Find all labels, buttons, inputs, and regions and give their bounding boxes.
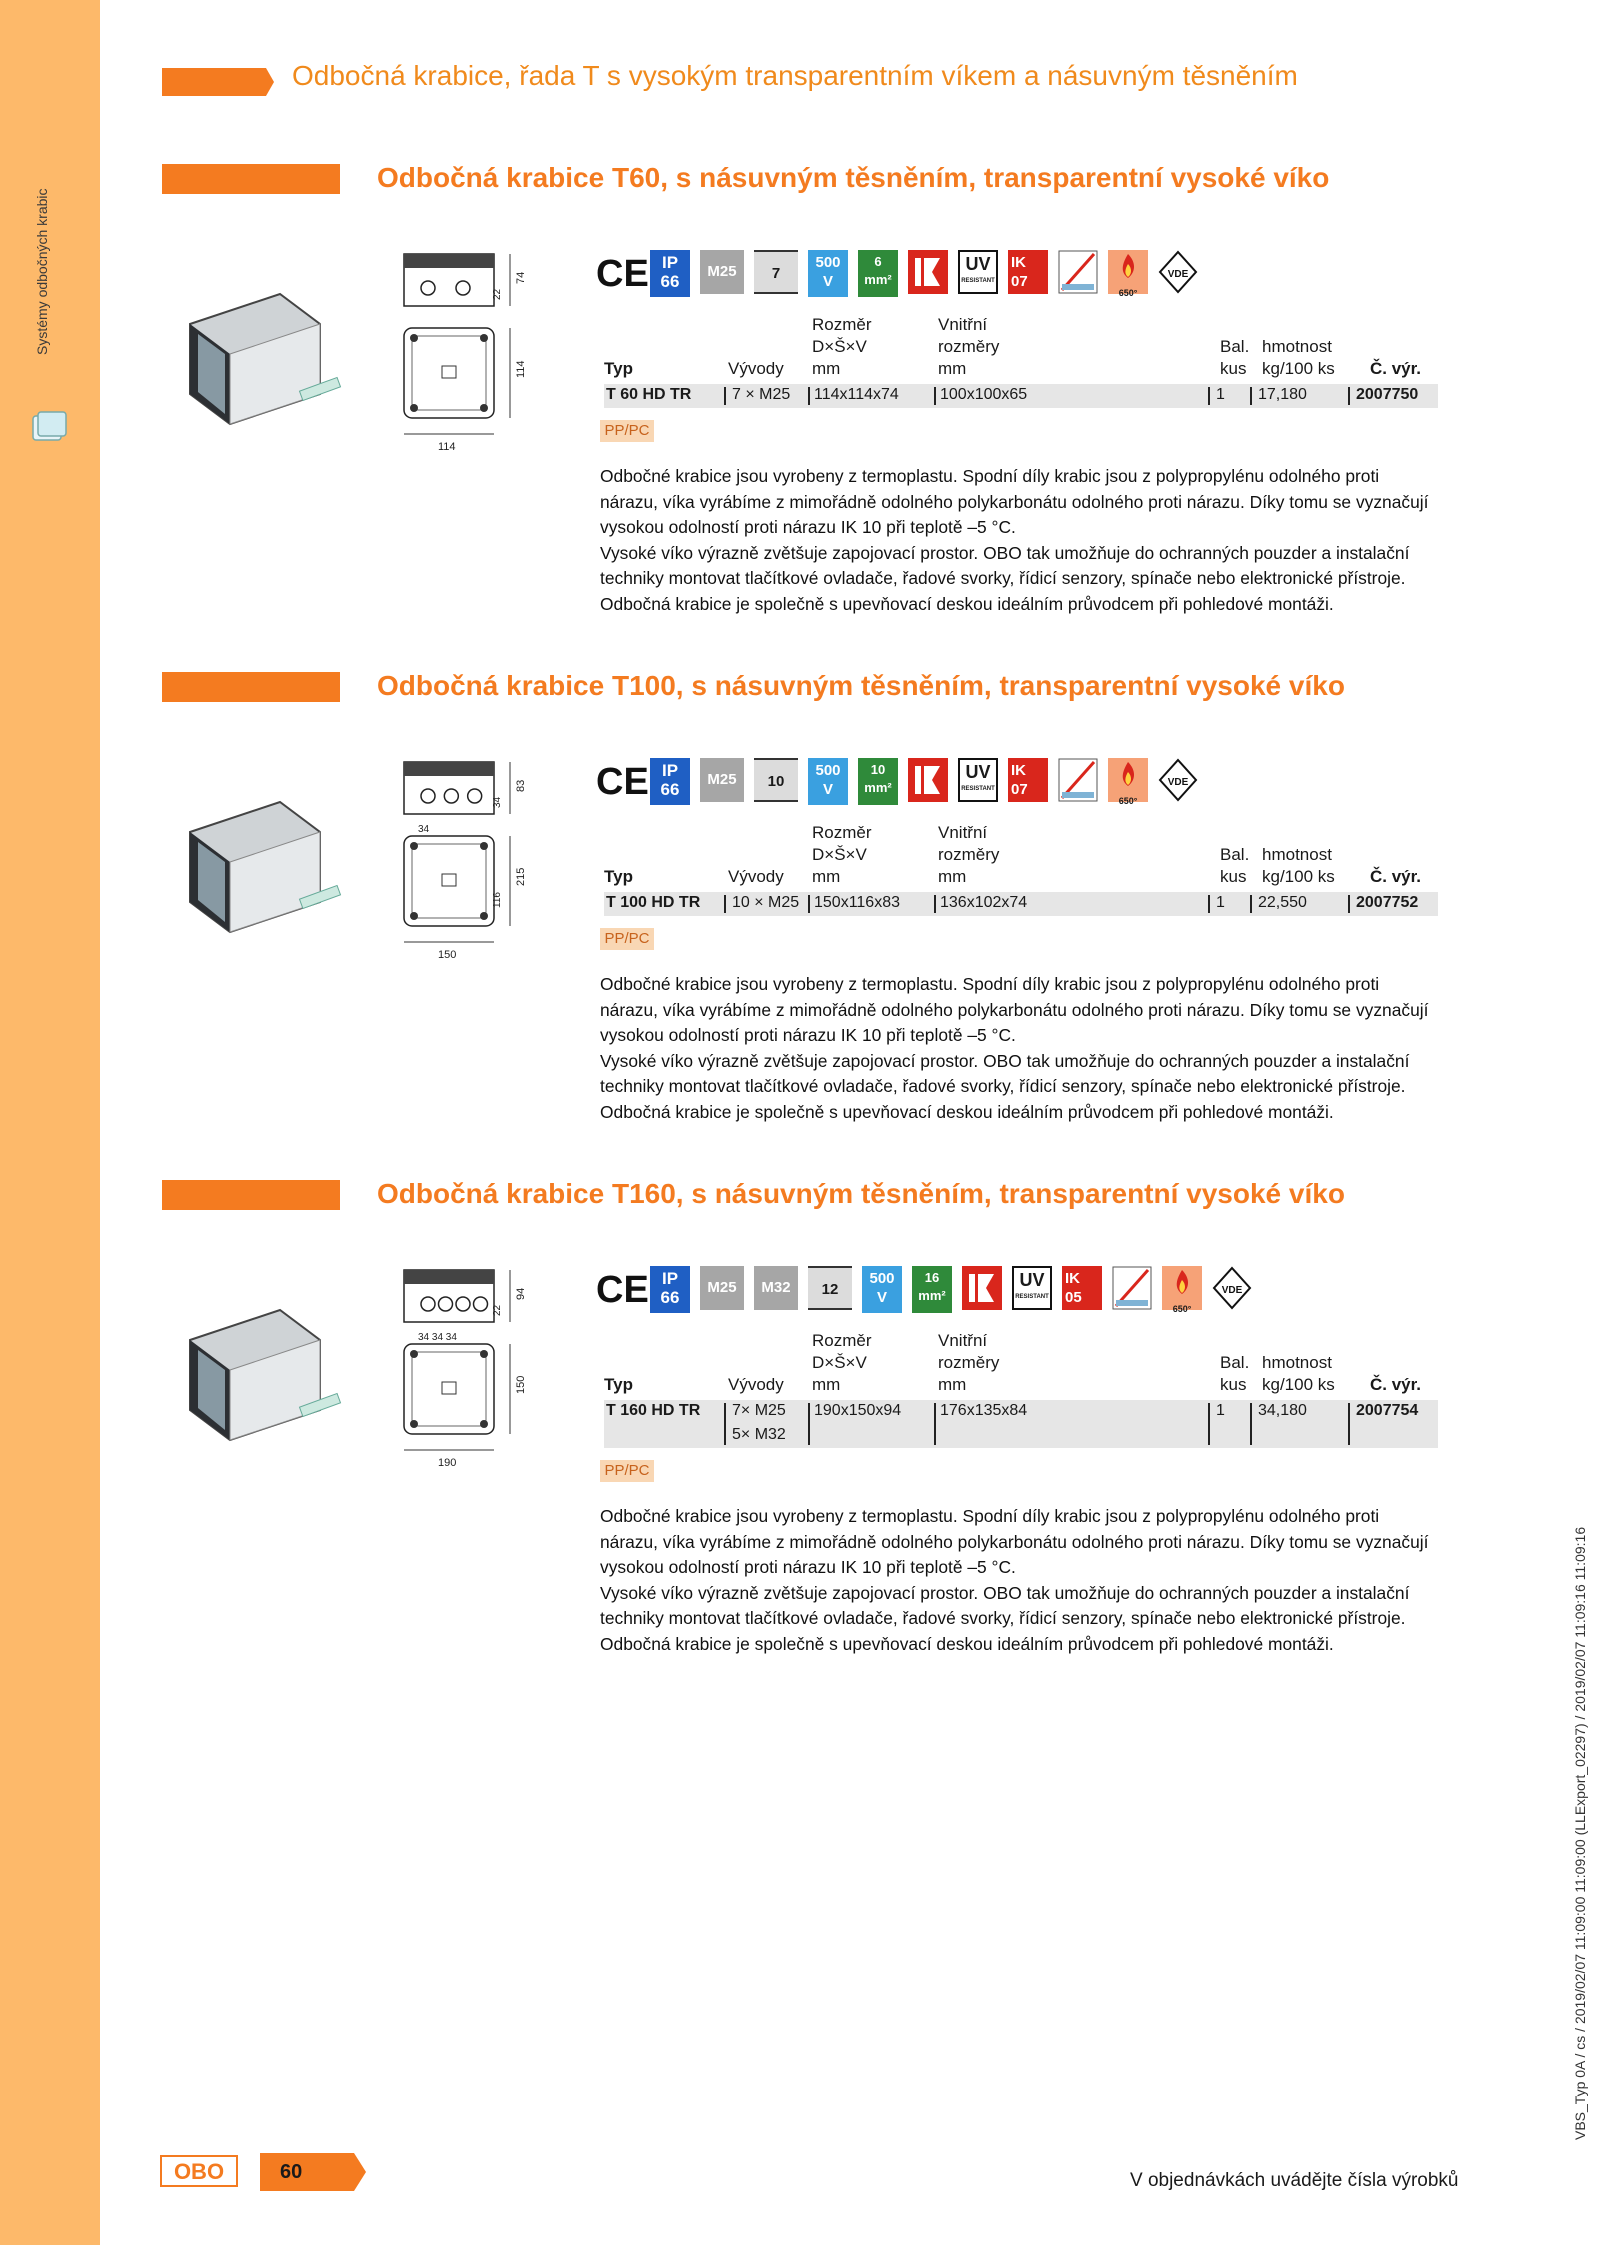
sidebar xyxy=(0,0,100,2245)
column-separator xyxy=(934,387,936,405)
table-header-rozmer1: Rozměr xyxy=(812,315,872,334)
column-separator xyxy=(808,895,810,913)
header-tab xyxy=(162,68,274,96)
voltage-value: 500 xyxy=(869,1270,895,1287)
description-paragraph: Vysoké víko výrazně zvětšuje zapojovací prostor. OBO tak umožňuje do ochranných pouzder a instalační techniky montovat tlačítkové ovladače, řadové svorky, řídicí senzory, spínače nebo elektronické přístroje. Odbočná krabice je společně s upevňovací deskou ideálním průvodcem při pohledové montáži. xyxy=(600,1050,1410,1122)
table-header-typ: Typ xyxy=(604,867,633,886)
page-number-tab xyxy=(260,2153,366,2191)
halogen-free-icon xyxy=(962,1266,1002,1310)
ip-label: IP xyxy=(661,253,679,272)
glow-wire-temp: 650° xyxy=(1118,796,1138,806)
dim-spacing: 34 xyxy=(418,824,430,835)
voltage-icon xyxy=(808,758,848,805)
voltage-icon xyxy=(862,1266,902,1313)
table-header-bal1: Bal. xyxy=(1220,337,1250,356)
vertical-metadata: VBS_Typ 0A / cs / 2019/02/07 11:09:00 11:09:00 (LLExport_02297) / 2019/02/07 11:09:16 11:09:16 xyxy=(1572,1526,1588,2140)
table-header-vyvody: Vývody xyxy=(728,359,784,378)
thread-entry-icon xyxy=(700,1266,744,1310)
table-header-vnitrni3: mm xyxy=(938,1375,967,1394)
table-header-hmot2: kg/100 ks xyxy=(1262,867,1335,886)
table-header-bal1: Bal. xyxy=(1220,845,1250,864)
section-bar xyxy=(162,1180,340,1210)
terminal-count-icon xyxy=(754,758,798,802)
voltage-unit: V xyxy=(822,781,833,798)
column-separator xyxy=(1348,1403,1350,1445)
product-description xyxy=(600,972,1440,1125)
table-header-vnitrni2: rozměry xyxy=(938,1353,1000,1372)
column-separator xyxy=(808,387,810,405)
uv-sublabel: RESISTANT xyxy=(961,278,995,284)
table-row xyxy=(604,1400,1438,1448)
ip66-icon xyxy=(650,250,690,297)
ce-mark-icon xyxy=(594,1266,649,1311)
vde-mark-icon xyxy=(1212,1266,1252,1310)
glow-wire-icon xyxy=(1108,250,1148,298)
page-number: 60 xyxy=(280,2161,303,2183)
section-title: Odbočná krabice T160, s násuvným těsněním, transparentní vysoké víko xyxy=(377,1178,1345,1209)
ip-label: IP xyxy=(661,761,679,780)
thread-entry-icon xyxy=(700,758,744,802)
column-separator xyxy=(724,387,726,405)
column-separator xyxy=(1250,895,1252,913)
glow-wire-icon xyxy=(1108,758,1148,806)
ce-mark-icon xyxy=(594,250,649,295)
table-header-hmot1: hmotnost xyxy=(1262,845,1332,864)
dim-inner: 116 xyxy=(492,892,503,908)
uv-label: UV xyxy=(965,254,991,274)
column-separator xyxy=(1208,895,1210,913)
ik-label: IK xyxy=(1065,1270,1080,1287)
cross-section-icon xyxy=(858,250,898,297)
voltage-value: 500 xyxy=(815,254,841,271)
material-badge: PP/PC xyxy=(600,1460,654,1482)
voltage-unit: V xyxy=(822,273,833,290)
ik-rating-icon xyxy=(1062,1266,1102,1310)
table-header-vnitrni3: mm xyxy=(938,867,967,886)
column-separator xyxy=(1250,387,1252,405)
product-photo xyxy=(170,1280,350,1450)
cell-vnitrni: 100x100x65 xyxy=(940,386,1028,403)
section-title: Odbočná krabice T60, s násuvným těsněním, transparentní vysoké víko xyxy=(377,162,1330,193)
cell-cvyr: 2007750 xyxy=(1356,386,1419,403)
product-photo xyxy=(170,264,350,434)
table-header-cvyr: Č. výr. xyxy=(1370,1375,1422,1394)
glow-wire-temp: 650° xyxy=(1172,1304,1192,1314)
cell-vnitrni: 136x102x74 xyxy=(940,894,1028,911)
table-header-hmot2: kg/100 ks xyxy=(1262,359,1335,378)
uv-label: UV xyxy=(965,762,991,782)
cross-section-unit: mm² xyxy=(864,272,892,287)
table-header-hmot2: kg/100 ks xyxy=(1262,1375,1335,1394)
product-description xyxy=(600,464,1440,617)
table-header-vnitrni3: mm xyxy=(938,359,967,378)
ip66-icon xyxy=(650,758,690,805)
obo-logo xyxy=(160,2155,238,2187)
column-separator xyxy=(1250,1403,1252,1445)
column-separator xyxy=(724,1403,726,1445)
ce-mark-icon xyxy=(594,758,649,803)
description-paragraph: Odbočné krabice jsou vyrobeny z termoplastu. Spodní díly krabic jsou z polypropylénu odolného proti nárazu, víka vyrábíme z mimořádně odolného polykarbonátu odolného proti nárazu. Díky tomu se vyznačují vysokou odolností proti nárazu IK 10 při teplotě –5 °C. xyxy=(600,974,1429,1045)
product-table xyxy=(604,314,1438,384)
dim-height: 94 xyxy=(515,1287,527,1300)
technical-drawing xyxy=(398,758,556,968)
cross-section-unit: mm² xyxy=(864,780,892,795)
cell-bal: 1 xyxy=(1216,386,1225,403)
cell-rozmer: 150x116x83 xyxy=(814,894,900,911)
cross-section-value: 6 xyxy=(874,254,882,269)
technical-drawing xyxy=(398,250,556,460)
vde-text: VDE xyxy=(1221,1285,1243,1296)
cell-typ: T 60 HD TR xyxy=(606,386,692,403)
glow-wire-temp: 650° xyxy=(1118,288,1138,298)
terminal-count: 7 xyxy=(771,265,781,282)
svg-text:CE: CE xyxy=(596,253,649,295)
table-header-rozmer1: Rozměr xyxy=(812,823,872,842)
section-bar xyxy=(162,672,340,702)
ik-label: IK xyxy=(1011,254,1026,271)
cross-section-icon xyxy=(858,758,898,805)
uv-sublabel: RESISTANT xyxy=(961,786,995,792)
dim-depth: 215 xyxy=(515,867,527,886)
product-photo xyxy=(170,772,350,942)
cell-bal: 1 xyxy=(1216,1402,1225,1419)
table-header-vnitrni1: Vnitřní xyxy=(938,315,988,334)
terminal-count: 10 xyxy=(767,773,785,790)
dim-length: 190 xyxy=(438,1457,457,1469)
thread-entry-icon-2 xyxy=(754,1266,798,1310)
description-paragraph: Odbočné krabice jsou vyrobeny z termoplastu. Spodní díly krabic jsou z polypropylénu odolného proti nárazu, víka vyrábíme z mimořádně odolného polykarbonátu odolného proti nárazu. Díky tomu se vyznačují vysokou odolností proti nárazu IK 10 při teplotě –5 °C. xyxy=(600,1506,1429,1577)
uv-sublabel: RESISTANT xyxy=(1015,1294,1049,1300)
ik-rating-icon xyxy=(1008,250,1048,294)
dim-length: 114 xyxy=(438,441,456,453)
ip-label: IP xyxy=(661,1269,679,1288)
section-title: Odbočná krabice T100, s násuvným těsněním, transparentní vysoké víko xyxy=(377,670,1345,701)
table-header-vnitrni1: Vnitřní xyxy=(938,823,988,842)
table-header-vnitrni2: rozměry xyxy=(938,845,1000,864)
column-separator xyxy=(724,895,726,913)
flame-retardant-icon xyxy=(1112,1266,1152,1310)
table-header-typ: Typ xyxy=(604,1375,633,1394)
svg-text:CE: CE xyxy=(596,761,649,803)
cell-typ: T 160 HD TR xyxy=(606,1402,701,1419)
column-separator xyxy=(1208,1403,1210,1445)
voltage-icon xyxy=(808,250,848,297)
flame-retardant-icon xyxy=(1058,250,1098,294)
dim-detail: 22 xyxy=(492,1304,503,1316)
cell-rozmer: 190x150x94 xyxy=(814,1402,902,1419)
cell-cvyr: 2007754 xyxy=(1356,1402,1419,1419)
dim-depth: 114 xyxy=(515,360,527,378)
vde-text: VDE xyxy=(1167,777,1189,788)
table-header-bal2: kus xyxy=(1220,359,1247,378)
glow-wire-icon xyxy=(1162,1266,1202,1314)
table-header-hmot1: hmotnost xyxy=(1262,1353,1332,1372)
column-separator xyxy=(934,1403,936,1445)
cell-vyvody2: 5× M32 xyxy=(732,1426,786,1443)
halogen-free-icon xyxy=(908,758,948,802)
vde-text: VDE xyxy=(1167,269,1189,280)
table-header-vnitrni2: rozměry xyxy=(938,337,1000,356)
certification-icons xyxy=(594,1266,1354,1316)
cell-typ: T 100 HD TR xyxy=(606,894,701,911)
footer-note: V objednávkách uvádějte čísla výrobků xyxy=(1130,2170,1459,2191)
cell-rozmer: 114x114x74 xyxy=(814,386,899,403)
column-separator xyxy=(1348,387,1350,405)
uv-label: UV xyxy=(1019,1270,1045,1290)
table-header-bal1: Bal. xyxy=(1220,1353,1250,1372)
dim-height: 74 xyxy=(515,271,527,284)
entry-size: M25 xyxy=(707,263,737,280)
table-header-vyvody: Vývody xyxy=(728,867,784,886)
uv-resistant-icon xyxy=(958,758,998,802)
table-header-cvyr: Č. výr. xyxy=(1370,867,1422,886)
dim-detail: 34 xyxy=(492,796,503,808)
description-paragraph: Vysoké víko výrazně zvětšuje zapojovací prostor. OBO tak umožňuje do ochranných pouzder a instalační techniky montovat tlačítkové ovladače, řadové svorky, řídicí senzory, spínače nebo elektronické přístroje. Odbočná krabice je společně s upevňovací deskou ideálním průvodcem při pohledové montáži. xyxy=(600,542,1410,614)
ik-label: IK xyxy=(1011,762,1026,779)
logo-text: OBO xyxy=(173,2159,225,2184)
cross-section-value: 16 xyxy=(924,1270,940,1285)
product-description xyxy=(600,1504,1440,1657)
cell-vyvody: 7× M25 xyxy=(732,1402,786,1419)
technical-drawing xyxy=(398,1266,556,1476)
cell-vnitrni: 176x135x84 xyxy=(940,1402,1028,1419)
ip-value: 66 xyxy=(660,1288,680,1307)
halogen-free-icon xyxy=(908,250,948,294)
ik-value: 07 xyxy=(1011,273,1028,290)
table-header-vnitrni1: Vnitřní xyxy=(938,1331,988,1350)
certification-icons xyxy=(594,250,1354,300)
column-separator xyxy=(934,895,936,913)
terminal-count: 12 xyxy=(821,1281,839,1298)
ip-value: 66 xyxy=(660,780,680,799)
ik-value: 07 xyxy=(1011,781,1028,798)
table-header-hmot1: hmotnost xyxy=(1262,337,1332,356)
table-header-rozmer3: mm xyxy=(812,359,841,378)
table-header-cvyr: Č. výr. xyxy=(1370,359,1422,378)
voltage-value: 500 xyxy=(815,762,841,779)
cell-vyvody: 7 × M25 xyxy=(732,386,791,403)
entry-size-2: M32 xyxy=(761,1279,791,1296)
entry-size: M25 xyxy=(707,771,737,788)
table-header-rozmer2: D×Š×V xyxy=(812,845,867,864)
column-separator xyxy=(808,1403,810,1445)
terminal-count-icon xyxy=(808,1266,852,1310)
product-table xyxy=(604,822,1438,892)
table-header-vyvody: Vývody xyxy=(728,1375,784,1394)
vde-mark-icon xyxy=(1158,250,1198,294)
ik-rating-icon xyxy=(1008,758,1048,802)
ik-value: 05 xyxy=(1065,1289,1082,1306)
description-paragraph: Vysoké víko výrazně zvětšuje zapojovací prostor. OBO tak umožňuje do ochranných pouzder a instalační techniky montovat tlačítkové ovladače, řadové svorky, řídicí senzory, spínače nebo elektronické přístroje. Odbočná krabice je společně s upevňovací deskou ideálním průvodcem při pohledové montáži. xyxy=(600,1582,1410,1654)
dim-length: 150 xyxy=(438,949,457,961)
dim-depth: 150 xyxy=(515,1375,527,1394)
table-header-rozmer2: D×Š×V xyxy=(812,1353,867,1372)
description-paragraph: Odbočné krabice jsou vyrobeny z termoplastu. Spodní díly krabic jsou z polypropylénu odolného proti nárazu, víka vyrábíme z mimořádně odolného polykarbonátu odolného proti nárazu. Díky tomu se vyznačují vysokou odolností proti nárazu IK 10 při teplotě –5 °C. xyxy=(600,466,1429,537)
uv-resistant-icon xyxy=(958,250,998,294)
dim-height: 83 xyxy=(515,779,527,792)
cell-bal: 1 xyxy=(1216,894,1225,911)
table-header-bal2: kus xyxy=(1220,867,1247,886)
terminal-count-icon xyxy=(754,250,798,294)
cell-hmot: 34,180 xyxy=(1258,1402,1307,1419)
entry-size: M25 xyxy=(707,1279,737,1296)
cell-cvyr: 2007752 xyxy=(1356,894,1419,911)
column-separator xyxy=(1348,895,1350,913)
cell-hmot: 22,550 xyxy=(1258,894,1307,911)
material-badge: PP/PC xyxy=(600,420,654,442)
cross-section-unit: mm² xyxy=(918,1288,946,1303)
section-bar xyxy=(162,164,340,194)
cell-vyvody: 10 × M25 xyxy=(732,894,800,911)
cross-section-value: 10 xyxy=(870,762,886,777)
page-header-title: Odbočná krabice, řada T s vysokým transparentním víkem a násuvným těsněním xyxy=(292,60,1298,91)
thread-entry-icon xyxy=(700,250,744,294)
dim-spacing: 34 34 34 xyxy=(418,1332,457,1343)
certification-icons xyxy=(594,758,1354,808)
ip66-icon xyxy=(650,1266,690,1313)
table-header-rozmer2: D×Š×V xyxy=(812,337,867,356)
table-row xyxy=(604,384,1438,408)
cell-hmot: 17,180 xyxy=(1258,386,1307,403)
side-label: Systémy odbočných krabic xyxy=(34,188,50,355)
table-header-rozmer3: mm xyxy=(812,867,841,886)
uv-resistant-icon xyxy=(1012,1266,1052,1310)
voltage-unit: V xyxy=(876,1289,887,1306)
junction-box-icon xyxy=(30,410,68,444)
table-header-typ: Typ xyxy=(604,359,633,378)
table-header-rozmer3: mm xyxy=(812,1375,841,1394)
table-row xyxy=(604,892,1438,916)
svg-text:CE: CE xyxy=(596,1269,649,1311)
table-header-bal2: kus xyxy=(1220,1375,1247,1394)
table-header-rozmer1: Rozměr xyxy=(812,1331,872,1350)
material-badge: PP/PC xyxy=(600,928,654,950)
ip-value: 66 xyxy=(660,272,680,291)
flame-retardant-icon xyxy=(1058,758,1098,802)
vde-mark-icon xyxy=(1158,758,1198,802)
product-table xyxy=(604,1330,1438,1400)
dim-detail: 22 xyxy=(492,288,503,300)
cross-section-icon xyxy=(912,1266,952,1313)
column-separator xyxy=(1208,387,1210,405)
